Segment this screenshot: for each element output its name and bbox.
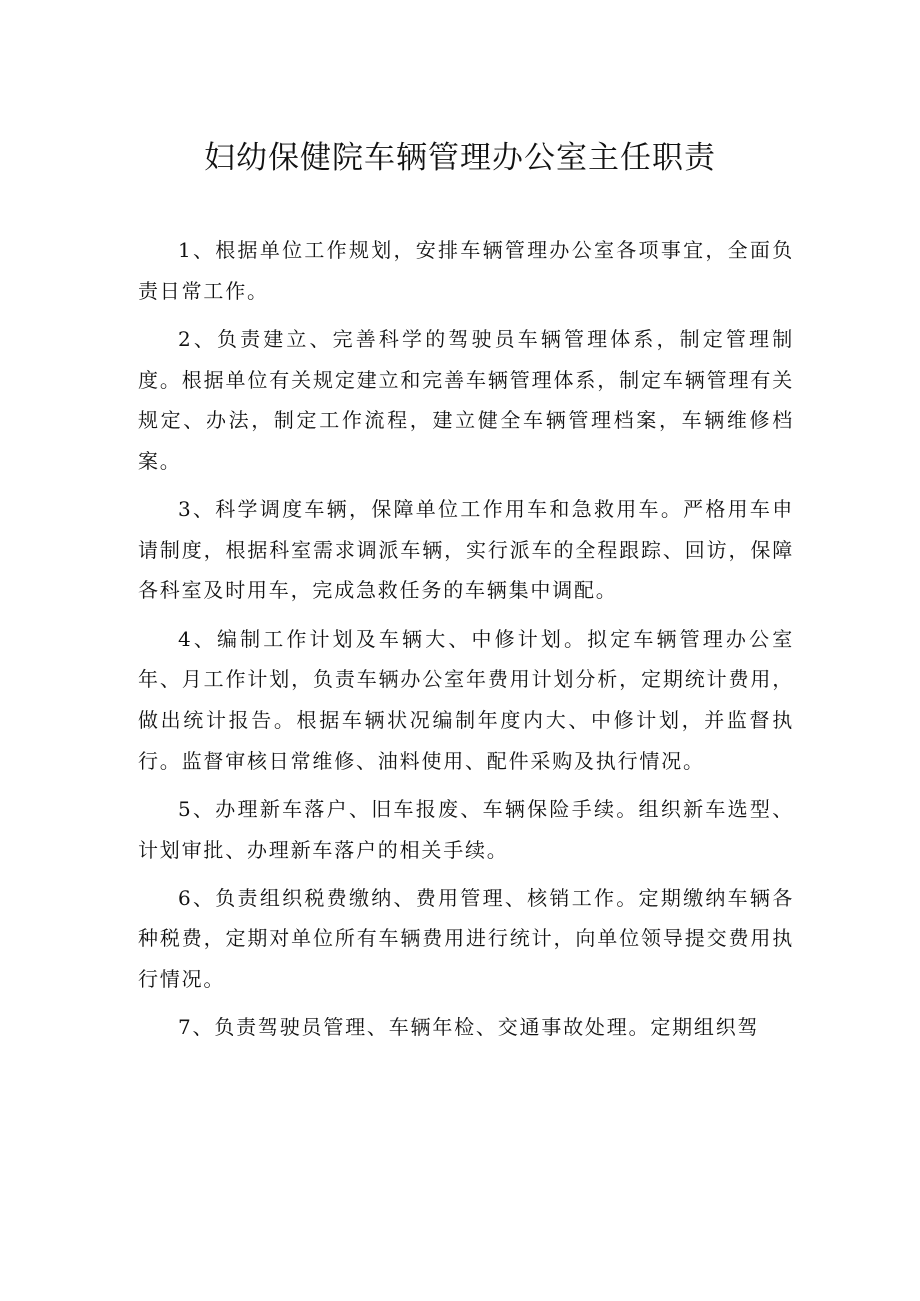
paragraph-1: 1、根据单位工作规划，安排车辆管理办公室各项事宜，全面负责日常工作。 — [138, 238, 794, 303]
paragraph-7: 7、负责驾驶员管理、车辆年检、交通事故处理。定期组织驾 — [178, 1015, 760, 1040]
document-title: 妇幼保健院车辆管理办公室主任职责 — [204, 140, 716, 176]
paragraph-3: 3、科学调度车辆，保障单位工作用车和急救用车。严格用车申请制度，根据科室需求调派车辆，实行派车的全程跟踪、回访，保障各科室及时用车，完成急救任务的车辆集中调配。 — [138, 497, 794, 603]
document-body — [138, 230, 794, 1048]
paragraph-6: 6、负责组织税费缴纳、费用管理、核销工作。定期缴纳车辆各种税费，定期对单位所有车辆费用进行统计，向单位领导提交费用执行情况。 — [138, 885, 794, 992]
paragraph-2: 2、负责建立、完善科学的驾驶员车辆管理体系，制定管理制度。根据单位有关规定建立和完善车辆管理体系，制定车辆管理有关规定、办法，制定工作流程，建立健全车辆管理档案，车辆维修档案。 — [138, 326, 794, 473]
paragraph-5: 5、办理新车落户、旧车报废、车辆保险手续。组织新车选型、计划审批、办理新车落户的相关手续。 — [138, 796, 794, 862]
paragraph-4: 4、编制工作计划及车辆大、中修计划。拟定车辆管理办公室年、月工作计划，负责车辆办公室年费用计划分析，定期统计费用，做出统计报告。根据车辆状况编制年度内大、中修计划，并监督执行。监督审核日常维修、油料使用、配件采购及执行情况。 — [138, 626, 794, 773]
